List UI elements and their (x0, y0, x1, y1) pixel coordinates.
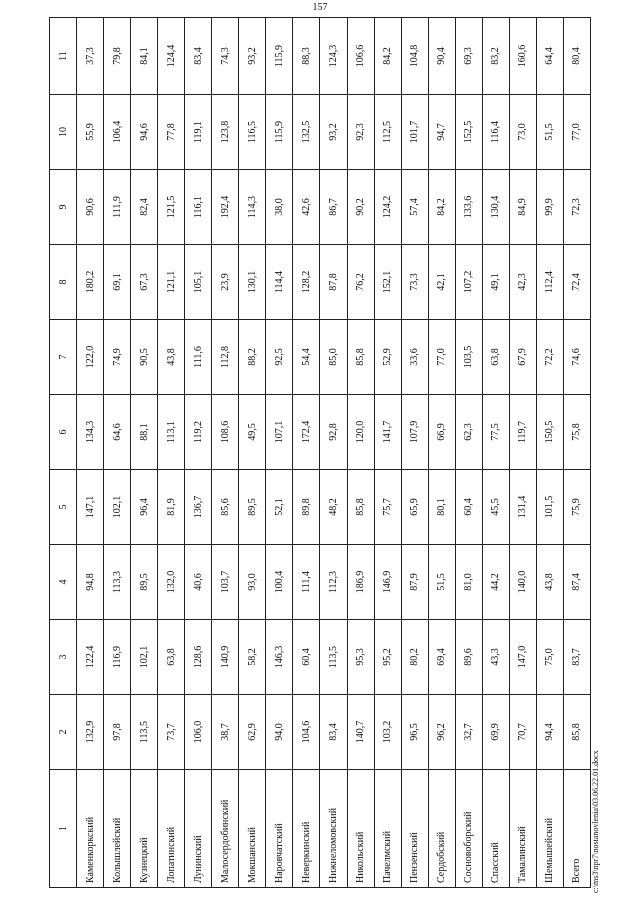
value-cell: 52,1 (266, 470, 293, 545)
value-cell: 94,0 (266, 695, 293, 770)
value-cell: 96,2 (428, 695, 455, 770)
value-cell: 32,7 (455, 695, 482, 770)
value-cell: 48,2 (320, 470, 347, 545)
value-cell: 134,3 (77, 395, 104, 470)
value-cell: 43,8 (158, 320, 185, 395)
value-cell: 73,7 (158, 695, 185, 770)
district-name-cell: Неверкинский (293, 770, 320, 888)
value-cell: 124,4 (158, 18, 185, 95)
column-header: 5 (50, 470, 77, 545)
file-path-footer: c:\ms3\npr7\nostanovlenia\03.06.22.01.docx (591, 750, 600, 893)
column-header: 9 (50, 170, 77, 245)
value-cell: 83,2 (482, 18, 509, 95)
value-cell: 119,1 (185, 95, 212, 170)
value-cell: 93,2 (320, 95, 347, 170)
district-name-cell: Тамалинский (509, 770, 536, 888)
value-cell: 89,8 (293, 470, 320, 545)
value-cell: 43,8 (536, 545, 563, 620)
value-cell: 84,2 (428, 170, 455, 245)
district-name-cell: Спасский (482, 770, 509, 888)
value-cell: 180,2 (77, 245, 104, 320)
value-cell: 116,5 (239, 95, 266, 170)
value-cell: 92,3 (347, 95, 374, 170)
value-cell: 87,8 (320, 245, 347, 320)
value-cell: 92,5 (266, 320, 293, 395)
value-cell: 95,3 (347, 620, 374, 695)
value-cell: 82,4 (131, 170, 158, 245)
value-cell: 106,0 (185, 695, 212, 770)
value-cell: 105,1 (185, 245, 212, 320)
table-row (536, 18, 563, 888)
value-cell: 66,9 (428, 395, 455, 470)
value-cell: 88,2 (239, 320, 266, 395)
value-cell: 132,5 (293, 95, 320, 170)
value-cell: 146,9 (374, 545, 401, 620)
value-cell: 132,9 (77, 695, 104, 770)
district-name-cell: Малосердобинский (212, 770, 239, 888)
table-row (509, 18, 536, 888)
value-cell: 54,4 (293, 320, 320, 395)
value-cell: 112,3 (320, 545, 347, 620)
column-header: 3 (50, 620, 77, 695)
district-name-cell: Всего (563, 770, 590, 888)
table-row (158, 18, 185, 888)
value-cell: 67,9 (509, 320, 536, 395)
value-cell: 90,5 (131, 320, 158, 395)
value-cell: 130,1 (239, 245, 266, 320)
value-cell: 85,8 (347, 320, 374, 395)
value-cell: 130,4 (482, 170, 509, 245)
value-cell: 89,6 (455, 620, 482, 695)
value-cell: 122,0 (77, 320, 104, 395)
value-cell: 115,9 (266, 18, 293, 95)
value-cell: 111,4 (293, 545, 320, 620)
table-row (347, 18, 374, 888)
value-cell: 40,6 (185, 545, 212, 620)
value-cell: 104,6 (293, 695, 320, 770)
district-name-cell: Сердобский (428, 770, 455, 888)
value-cell: 93,2 (239, 18, 266, 95)
value-cell: 51,5 (536, 95, 563, 170)
value-cell: 112,5 (374, 95, 401, 170)
value-cell: 133,6 (455, 170, 482, 245)
value-cell: 97,8 (104, 695, 131, 770)
value-cell: 113,5 (131, 695, 158, 770)
value-cell: 96,4 (131, 470, 158, 545)
district-name-cell: Наровчатский (266, 770, 293, 888)
district-name-cell: Шемышейский (536, 770, 563, 888)
table-row (131, 18, 158, 888)
value-cell: 107,1 (266, 395, 293, 470)
district-name-cell: Каменкоркский (77, 770, 104, 888)
value-cell: 72,4 (563, 245, 590, 320)
district-name-cell: Колышлейский (104, 770, 131, 888)
value-cell: 83,4 (185, 18, 212, 95)
value-cell: 128,6 (185, 620, 212, 695)
value-cell: 69,4 (428, 620, 455, 695)
district-name-cell: Никольский (347, 770, 374, 888)
value-cell: 75,8 (563, 395, 590, 470)
value-cell: 94,8 (77, 545, 104, 620)
column-header: 2 (50, 695, 77, 770)
value-cell: 77,8 (158, 95, 185, 170)
value-cell: 74,6 (563, 320, 590, 395)
value-cell: 150,5 (536, 395, 563, 470)
value-cell: 62,9 (239, 695, 266, 770)
table-row (212, 18, 239, 888)
value-cell: 44,2 (482, 545, 509, 620)
rotated-page-content (49, 2, 600, 893)
value-cell: 93,0 (239, 545, 266, 620)
column-header: 1 (50, 770, 77, 888)
value-cell: 72,2 (536, 320, 563, 395)
value-cell: 80,1 (428, 470, 455, 545)
value-cell: 113,5 (320, 620, 347, 695)
district-name-cell: Лунинский (185, 770, 212, 888)
value-cell: 140,0 (509, 545, 536, 620)
value-cell: 120,0 (347, 395, 374, 470)
value-cell: 100,4 (266, 545, 293, 620)
value-cell: 84,9 (509, 170, 536, 245)
column-header: 4 (50, 545, 77, 620)
value-cell: 73,0 (509, 95, 536, 170)
value-cell: 90,2 (347, 170, 374, 245)
table-row (320, 18, 347, 888)
column-header: 6 (50, 395, 77, 470)
value-cell: 99,9 (536, 170, 563, 245)
value-cell: 76,2 (347, 245, 374, 320)
value-cell: 77,0 (563, 95, 590, 170)
value-cell: 63,8 (158, 620, 185, 695)
value-cell: 103,5 (455, 320, 482, 395)
value-cell: 102,1 (104, 470, 131, 545)
value-cell: 116,9 (104, 620, 131, 695)
value-cell: 104,8 (401, 18, 428, 95)
value-cell: 146,3 (266, 620, 293, 695)
value-cell: 94,6 (131, 95, 158, 170)
column-header: 10 (50, 95, 77, 170)
value-cell: 79,8 (104, 18, 131, 95)
table-row (428, 18, 455, 888)
value-cell: 80,4 (563, 18, 590, 95)
table-row (293, 18, 320, 888)
value-cell: 115,9 (266, 95, 293, 170)
value-cell: 58,2 (239, 620, 266, 695)
value-cell: 60,4 (293, 620, 320, 695)
value-cell: 128,2 (293, 245, 320, 320)
table-row (104, 18, 131, 888)
value-cell: 103,2 (374, 695, 401, 770)
table-row (482, 18, 509, 888)
value-cell: 114,3 (239, 170, 266, 245)
value-cell: 85,8 (347, 470, 374, 545)
value-cell: 141,7 (374, 395, 401, 470)
value-cell: 69,9 (482, 695, 509, 770)
value-cell: 124,2 (374, 170, 401, 245)
value-cell: 80,2 (401, 620, 428, 695)
value-cell: 90,6 (77, 170, 104, 245)
value-cell: 152,1 (374, 245, 401, 320)
value-cell: 45,5 (482, 470, 509, 545)
value-cell: 75,9 (563, 470, 590, 545)
page-number: 157 (312, 2, 328, 13)
value-cell: 94,4 (536, 695, 563, 770)
value-cell: 89,5 (131, 545, 158, 620)
district-name-cell: Пензенский (401, 770, 428, 888)
value-cell: 37,3 (77, 18, 104, 95)
value-cell: 67,3 (131, 245, 158, 320)
table-row (401, 18, 428, 888)
value-cell: 112,4 (536, 245, 563, 320)
table-row (77, 18, 104, 888)
value-cell: 172,4 (293, 395, 320, 470)
value-cell: 38,0 (266, 170, 293, 245)
value-cell: 119,2 (185, 395, 212, 470)
value-cell: 88,1 (131, 395, 158, 470)
value-cell: 33,6 (401, 320, 428, 395)
value-cell: 116,1 (185, 170, 212, 245)
value-cell: 81,9 (158, 470, 185, 545)
table-row (239, 18, 266, 888)
value-cell: 77,0 (428, 320, 455, 395)
value-cell: 113,1 (158, 395, 185, 470)
value-cell: 23,9 (212, 245, 239, 320)
value-cell: 84,2 (374, 18, 401, 95)
value-cell: 114,4 (266, 245, 293, 320)
value-cell: 49,5 (239, 395, 266, 470)
value-cell: 186,9 (347, 545, 374, 620)
district-name-cell: Мокшанский (239, 770, 266, 888)
district-name-cell: Лопатинский (158, 770, 185, 888)
value-cell: 152,5 (455, 95, 482, 170)
value-cell: 113,3 (104, 545, 131, 620)
value-cell: 101,5 (536, 470, 563, 545)
value-cell: 131,4 (509, 470, 536, 545)
value-cell: 42,6 (293, 170, 320, 245)
value-cell: 108,6 (212, 395, 239, 470)
value-cell: 147,1 (77, 470, 104, 545)
value-cell: 101,7 (401, 95, 428, 170)
value-cell: 85,8 (563, 695, 590, 770)
table-row (455, 18, 482, 888)
value-cell: 83,7 (563, 620, 590, 695)
value-cell: 111,6 (185, 320, 212, 395)
value-cell: 147,0 (509, 620, 536, 695)
total-row (563, 18, 590, 888)
value-cell: 51,5 (428, 545, 455, 620)
value-cell: 38,7 (212, 695, 239, 770)
value-cell: 85,6 (212, 470, 239, 545)
value-cell: 123,8 (212, 95, 239, 170)
value-cell: 95,2 (374, 620, 401, 695)
value-cell: 85,0 (320, 320, 347, 395)
value-cell: 106,6 (347, 18, 374, 95)
value-cell: 43,3 (482, 620, 509, 695)
value-cell: 75,7 (374, 470, 401, 545)
value-cell: 87,4 (563, 545, 590, 620)
district-name-cell: Нижнеломовский (320, 770, 347, 888)
value-cell: 106,4 (104, 95, 131, 170)
value-cell: 77,5 (482, 395, 509, 470)
district-name-cell: Пачелмский (374, 770, 401, 888)
value-cell: 49,1 (482, 245, 509, 320)
value-cell: 112,8 (212, 320, 239, 395)
district-name-cell: Кузнецкий (131, 770, 158, 888)
value-cell: 70,7 (509, 695, 536, 770)
value-cell: 62,3 (455, 395, 482, 470)
value-cell: 192,4 (212, 170, 239, 245)
value-cell: 52,9 (374, 320, 401, 395)
value-cell: 69,1 (104, 245, 131, 320)
value-cell: 83,4 (320, 695, 347, 770)
column-header: 7 (50, 320, 77, 395)
value-cell: 60,4 (455, 470, 482, 545)
table-row (185, 18, 212, 888)
value-cell: 103,7 (212, 545, 239, 620)
value-cell: 124,3 (320, 18, 347, 95)
value-cell: 65,9 (401, 470, 428, 545)
value-cell: 86,7 (320, 170, 347, 245)
value-cell: 94,7 (428, 95, 455, 170)
value-cell: 121,5 (158, 170, 185, 245)
value-cell: 87,9 (401, 545, 428, 620)
column-header: 11 (50, 18, 77, 95)
value-cell: 42,3 (509, 245, 536, 320)
value-cell: 140,7 (347, 695, 374, 770)
value-cell: 64,6 (104, 395, 131, 470)
table-row (374, 18, 401, 888)
value-cell: 55,9 (77, 95, 104, 170)
column-header: 8 (50, 245, 77, 320)
value-cell: 96,5 (401, 695, 428, 770)
data-table (49, 17, 591, 888)
value-cell: 90,4 (428, 18, 455, 95)
value-cell: 73,3 (401, 245, 428, 320)
table-row (266, 18, 293, 888)
value-cell: 42,1 (428, 245, 455, 320)
value-cell: 140,9 (212, 620, 239, 695)
table-body (50, 18, 591, 888)
value-cell: 116,4 (482, 95, 509, 170)
value-cell: 74,9 (104, 320, 131, 395)
value-cell: 92,8 (320, 395, 347, 470)
value-cell: 121,1 (158, 245, 185, 320)
value-cell: 136,7 (185, 470, 212, 545)
value-cell: 63,8 (482, 320, 509, 395)
value-cell: 119,7 (509, 395, 536, 470)
value-cell: 107,9 (401, 395, 428, 470)
value-cell: 64,4 (536, 18, 563, 95)
value-cell: 122,4 (77, 620, 104, 695)
value-cell: 102,1 (131, 620, 158, 695)
value-cell: 160,6 (509, 18, 536, 95)
value-cell: 111,9 (104, 170, 131, 245)
table-header-row (50, 18, 77, 888)
district-name-cell: Сосновоборский (455, 770, 482, 888)
value-cell: 72,3 (563, 170, 590, 245)
value-cell: 107,2 (455, 245, 482, 320)
value-cell: 75,0 (536, 620, 563, 695)
value-cell: 132,0 (158, 545, 185, 620)
value-cell: 57,4 (401, 170, 428, 245)
value-cell: 81,0 (455, 545, 482, 620)
value-cell: 69,3 (455, 18, 482, 95)
value-cell: 88,3 (293, 18, 320, 95)
value-cell: 74,3 (212, 18, 239, 95)
value-cell: 84,1 (131, 18, 158, 95)
value-cell: 89,5 (239, 470, 266, 545)
